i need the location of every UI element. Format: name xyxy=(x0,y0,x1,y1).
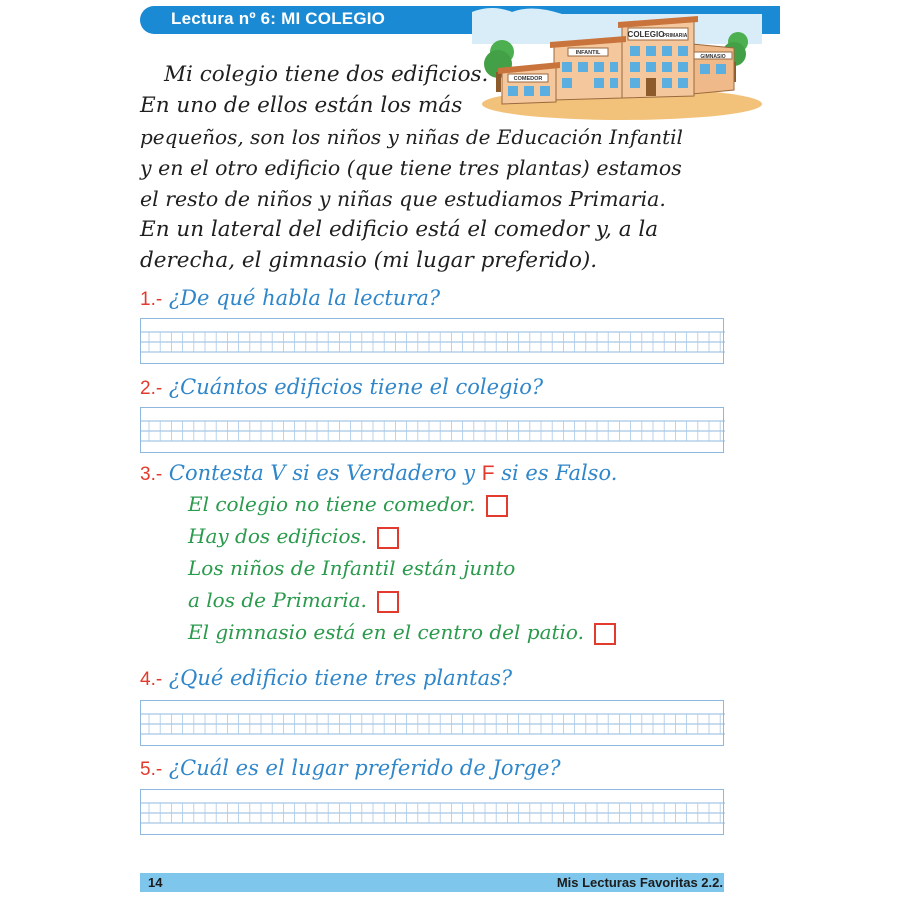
colegio-sign: COLEGIO xyxy=(627,30,665,39)
answer-grid xyxy=(141,319,725,365)
answer-checkbox[interactable] xyxy=(377,591,399,613)
answer-box-4[interactable] xyxy=(140,700,724,746)
question-4 xyxy=(140,666,512,691)
question-5 xyxy=(140,756,561,781)
page-number: 14 xyxy=(148,875,163,890)
reading-line: En un lateral del edificio está el comedor y, a la xyxy=(140,217,659,242)
reading-line: el resto de niños y niñas que estudiamos Primaria. xyxy=(140,187,666,211)
question-text: Contesta V si es Verdadero y xyxy=(168,461,476,485)
answer-box-2[interactable] xyxy=(140,407,724,453)
answer-box-5[interactable] xyxy=(140,789,724,835)
answer-grid xyxy=(141,701,725,747)
tf-statement-2 xyxy=(188,524,399,549)
reading-line: y en el otro edificio (que tiene tres plantas) estamos xyxy=(140,156,682,180)
tf-statement-3 xyxy=(188,556,515,580)
answer-box-1[interactable] xyxy=(140,318,724,364)
reading-line: En uno de ellos están los más xyxy=(140,93,463,118)
statement-text: El colegio no tiene comedor. xyxy=(188,492,476,516)
answer-checkbox[interactable] xyxy=(486,495,508,517)
book-title: Mis Lecturas Favoritas 2.2. xyxy=(556,875,723,890)
tf-statement-4 xyxy=(188,620,616,645)
statement-text: El gimnasio está en el centro del patio. xyxy=(188,620,584,644)
question-text: ¿Cuántos edificios tiene el colegio? xyxy=(168,375,544,399)
answer-checkbox[interactable] xyxy=(377,527,399,549)
statement-text: Hay dos edificios. xyxy=(188,524,368,548)
page-title: Lectura nº 6: MI COLEGIO xyxy=(171,9,386,28)
primaria-sign: PRIMARIA xyxy=(662,33,688,39)
question-number: 5.- xyxy=(140,759,163,780)
infantil-sign: INFANTIL xyxy=(575,50,601,56)
question-text: ¿Cuál es el lugar preferido de Jorge? xyxy=(168,756,561,780)
question-number: 1.- xyxy=(140,289,163,310)
false-letter: F xyxy=(481,462,495,485)
question-3 xyxy=(140,461,617,486)
answer-checkbox[interactable] xyxy=(594,623,616,645)
answer-grid xyxy=(141,408,725,454)
reading-line: derecha, el gimnasio (mi lugar preferido). xyxy=(140,248,598,273)
question-text: ¿Qué edificio tiene tres plantas? xyxy=(168,666,513,690)
comedor-sign: COMEDOR xyxy=(513,76,543,82)
gimnasio-sign: GIMNASIO xyxy=(700,54,726,60)
tf-statement-1 xyxy=(188,492,508,517)
question-text: ¿De qué habla la lectura? xyxy=(168,286,441,310)
statement-text: Los niños de Infantil están junto xyxy=(188,556,516,580)
question-number: 3.- xyxy=(140,464,163,485)
school-illustration xyxy=(472,4,762,124)
question-1 xyxy=(140,286,440,311)
reading-line: Mi colegio tiene dos edificios. xyxy=(164,62,489,87)
tf-statement-3-cont xyxy=(188,588,399,613)
reading-line: pequeños, son los niños y niñas de Educación Infantil xyxy=(140,125,683,149)
answer-grid xyxy=(141,790,725,836)
question-number: 4.- xyxy=(140,669,163,690)
question-2 xyxy=(140,375,543,400)
question-number: 2.- xyxy=(140,378,163,399)
statement-text: a los de Primaria. xyxy=(188,588,367,612)
question-text: si es Falso. xyxy=(501,461,618,485)
